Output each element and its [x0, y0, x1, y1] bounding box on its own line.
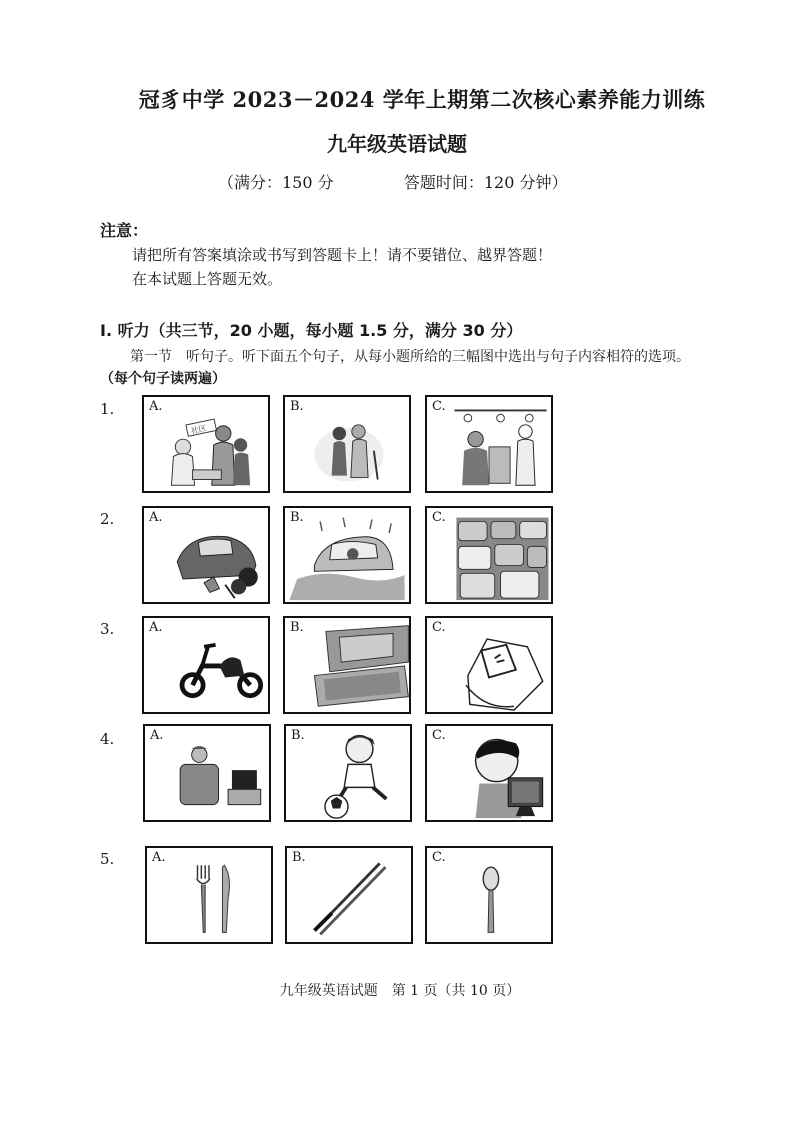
giving-seat-on-bus-icon [427, 397, 551, 491]
option-label: C. [432, 510, 446, 525]
fork-and-knife-icon [147, 848, 271, 942]
q4-option-c[interactable] [425, 724, 553, 822]
section-instruction: 第一节 听句子。听下面五个句子，从每小题所给的三幅图中选出与句子内容相符的选项。 [130, 349, 690, 365]
q4-option-b[interactable] [284, 724, 412, 822]
flooded-car-icon [285, 508, 409, 602]
notice-line-1: 请把所有答案填涂或书写到答题卡上！请不要错位、越界答题！ [132, 246, 553, 264]
q5-option-c[interactable] [425, 846, 553, 944]
option-label: A. [149, 399, 163, 414]
option-label: C. [432, 620, 446, 635]
option-label: B. [290, 620, 304, 635]
option-label: A. [152, 850, 166, 865]
question-number-2: 2. [100, 510, 115, 528]
q1-option-c[interactable] [425, 395, 553, 493]
q1-option-a[interactable] [142, 395, 270, 493]
community-clinic-icon [144, 397, 268, 491]
question-number-1: 1. [100, 400, 115, 418]
q3-option-c[interactable] [425, 616, 553, 714]
answer-time: 答题时间：120 分钟） [403, 173, 568, 192]
section-instruction-2: （每个句子读两遍） [100, 371, 226, 387]
q5-option-b[interactable] [285, 846, 413, 944]
q3-option-b[interactable] [283, 616, 411, 714]
playing-soccer-icon [286, 726, 410, 820]
page-footer: 九年级英语试题 第 1 页（共 10 页） [279, 983, 521, 999]
option-label: B. [291, 728, 305, 743]
using-computer-icon [427, 726, 551, 820]
section-title: I. 听力（共三节，20 小题，每小题 1.5 分，满分 30 分） [100, 321, 523, 340]
q2-option-b[interactable] [283, 506, 411, 604]
question-number-4: 4. [100, 730, 115, 748]
electronic-dictionary-icon [285, 618, 409, 712]
electric-scooter-icon [144, 618, 268, 712]
smart-watch-icon [427, 618, 551, 712]
question-number-5: 5. [100, 850, 115, 868]
option-label: C. [432, 850, 446, 865]
exam-title: 冠豸中学 2023－2024 学年上期第二次核心素养能力训练 [138, 87, 706, 112]
option-label: A. [150, 728, 164, 743]
option-label: A. [149, 620, 163, 635]
q4-option-a[interactable] [143, 724, 271, 822]
q5-option-a[interactable] [145, 846, 273, 944]
car-accident-icon [144, 508, 268, 602]
q1-option-b[interactable] [283, 395, 411, 493]
exam-subtitle: 九年级英语试题 [327, 132, 467, 156]
q2-option-a[interactable] [142, 506, 270, 604]
full-score: （满分：150 分 [218, 173, 334, 192]
spoon-icon [427, 848, 551, 942]
option-label: C. [432, 399, 446, 414]
option-label: C. [432, 728, 446, 743]
question-number-3: 3. [100, 620, 115, 638]
notice-label: 注意： [100, 221, 149, 240]
notice-line-2: 在本试题上答题无效。 [132, 270, 283, 288]
clinic-sign-text: 社区 [190, 423, 208, 436]
helping-elderly-icon [285, 397, 409, 491]
q2-option-c[interactable] [425, 506, 553, 604]
q3-option-a[interactable] [142, 616, 270, 714]
score-time-line [218, 170, 567, 193]
option-label: B. [290, 510, 304, 525]
option-label: B. [290, 399, 304, 414]
watching-tv-icon [145, 726, 269, 820]
traffic-jam-icon [427, 508, 551, 602]
option-label: B. [292, 850, 306, 865]
chopsticks-icon [287, 848, 411, 942]
option-label: A. [149, 510, 163, 525]
